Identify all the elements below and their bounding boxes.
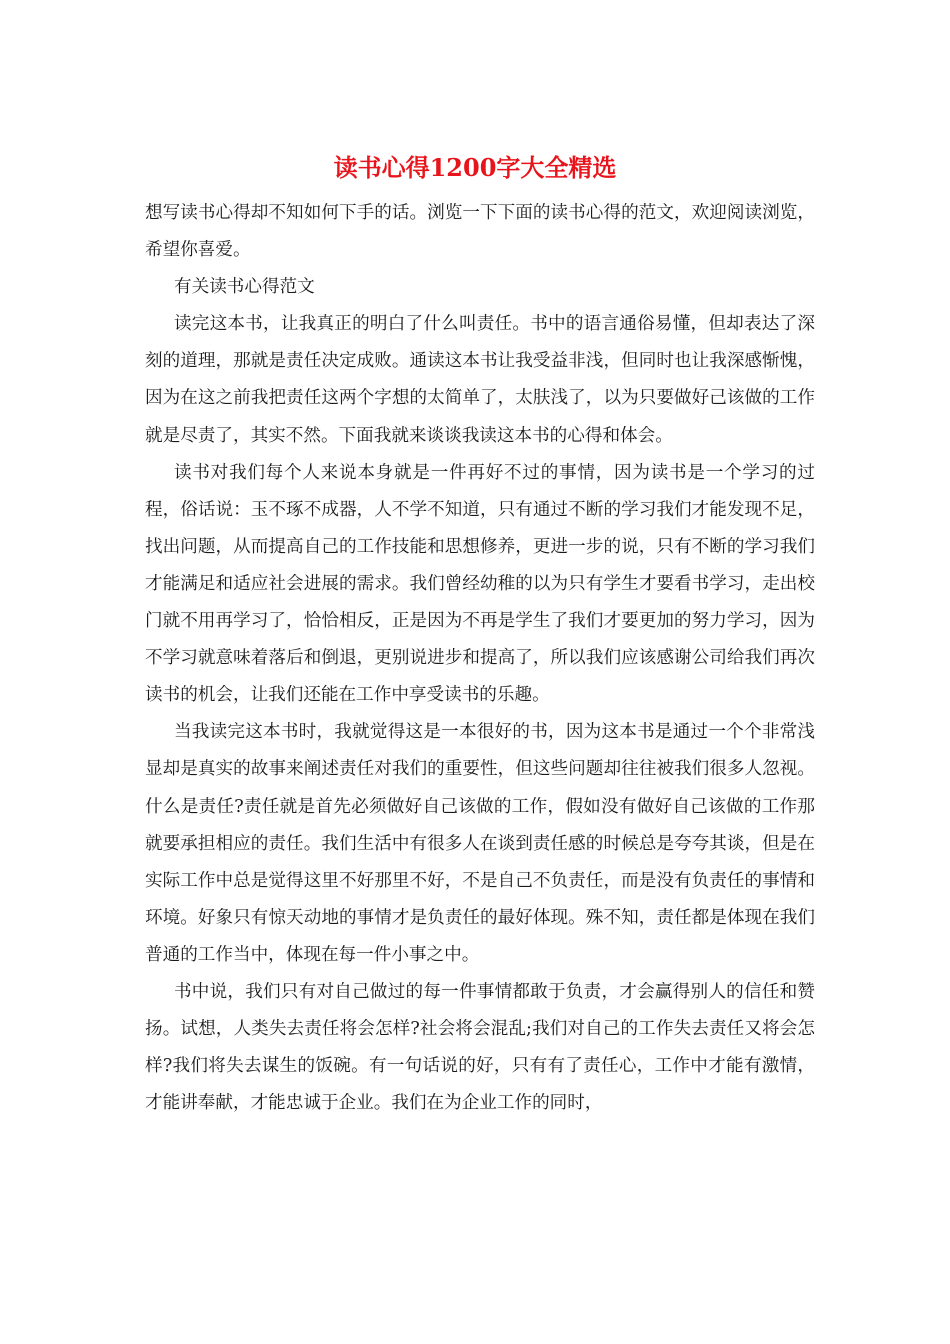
document-body xyxy=(145,195,815,1122)
document-title: 读书心得1200字大全精选 xyxy=(333,153,617,182)
paragraph-heading: 有关读书心得范文 xyxy=(174,277,315,298)
paragraph-learning: 读书对我们每个人来说本身就是一件再好不过的事情，因为读书是一个学习的过程，俗话说：玉不琢不成器，人不学不知道，只有通过不断的学习我们才能发现不足，找出问题，从而提高自己的工作技能和思想修养，更进一步的说，只有不断的学习我们才能满足和适应社会进展的需求。我们曾经幼稚的以为只有学生才要看书学习，走出校门就不用再学习了，恰恰相反，正是因为不再是学生了我们才要更加的努力学习，因为不学习就意味着落后和倒退，更别说进步和提高了，所以我们应该感谢公司给我们再次读书的机会，让我们还能在工作中享受读书的乐趣。 xyxy=(145,462,815,706)
paragraph-trust: 书中说，我们只有对自己做过的每一件事情都敢于负责，才会赢得别人的信任和赞扬。试想，人类失去责任将会怎样?社会将会混乱;我们对自己的工作失去责任又将会怎样?我们将失去谋生的饭碗。有一句话说的好，只有有了责任心，工作中才能有激情，才能讲奉献，才能忠诚于企业。我们在为企业工作的同时， xyxy=(145,981,815,1114)
paragraph-responsibility: 读完这本书，让我真正的明白了什么叫责任。书中的语言通俗易懂，但却表达了深刻的道理，那就是责任决定成败。通读这本书让我受益非浅，但同时也让我深感惭愧，因为在这之前我把责任这两个字想的太简单了，太肤浅了，以为只要做好己该做的工作就是尽责了，其实不然。下面我就来谈谈我读这本书的心得和体会。 xyxy=(145,314,815,446)
paragraph-reflection: 当我读完这本书时，我就觉得这是一本很好的书，因为这本书是通过一个个非常浅显却是真实的故事来阐述责任对我们的重要性，但这些问题却往往被我们很多人忽视。什么是责任?责任就是首先必须做好自己该做的工作，假如没有做好自己该做的工作那就要承担相应的责任。我们生活中有很多人在谈到责任感的时候总是夸夸其谈，但是在实际工作中总是觉得这里不好那里不好，不是自己不负责任，而是没有负责任的事情和环境。好象只有惊天动地的事情才是负责任的最好体现。殊不知，责任都是体现在我们普通的工作当中，体现在每一件小事之中。 xyxy=(145,722,815,965)
paragraph-intro: 想写读书心得却不知如何下手的话。浏览一下下面的读书心得的范文，欢迎阅读浏览，希望你喜爱。 xyxy=(145,203,815,261)
